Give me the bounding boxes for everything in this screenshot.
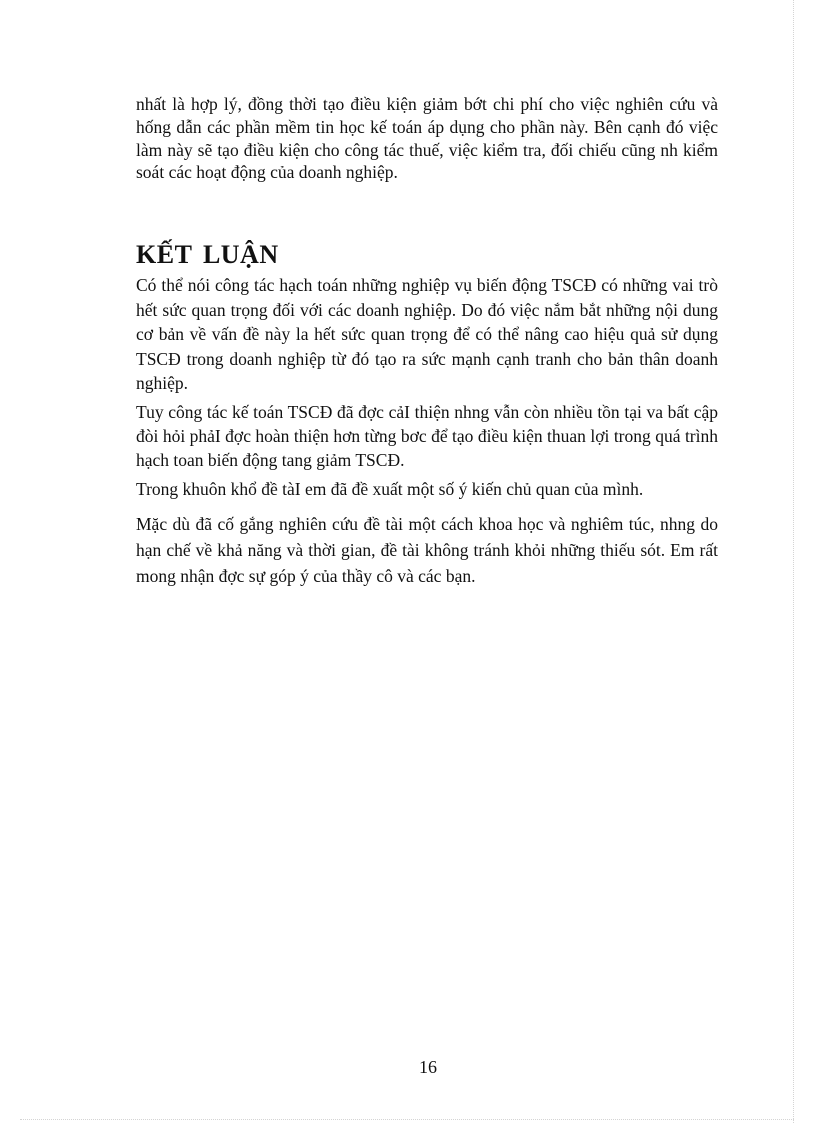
page-edge-bottom-divider bbox=[20, 1119, 794, 1120]
section-heading: KẾT LUẬN bbox=[136, 240, 279, 269]
intro-paragraph: nhất là hợp lý, đồng thời tạo điều kiện giảm bớt chi phí cho việc nghiên cứu và hống dẫn các phần mềm tin học kế toán áp dụng cho phần này. Bên cạnh đó việc làm này sẽ tạo điều kiện cho công tác thuế, việc kiểm tra, đối chiếu cũng nh kiểm soát các hoạt động của doanh nghiệp. bbox=[136, 94, 718, 183]
body-paragraph-1: Có thể nói công tác hạch toán những nghiệp vụ biến động TSCĐ có những vai trò hết sức quan trọng đối với các doanh nghiệp. Do đó việc nắm bắt những nội dung cơ bản về vấn đề này la hết sức quan trọng để có thể nâng cao hiệu quả sử dụng TSCĐ trong doanh nghiệp từ đó tạo ra sức mạnh cạnh tranh cho bản thân doanh nghiệp. bbox=[136, 275, 718, 394]
page-edge-right-divider bbox=[793, 0, 794, 1123]
body-paragraph-4: Mặc dù đã cố gắng nghiên cứu đề tài một cách khoa học và nghiêm túc, nhng do hạn chế về khả năng và thời gian, đề tài không tránh khỏi những thiếu sót. Em rất mong nhận đợc sự góp ý của thầy cô và các bạn. bbox=[136, 514, 718, 586]
body-paragraph-2: Tuy công tác kế toán TSCĐ đã đợc cảI thiện nhng vẫn còn nhiều tồn tại va bất cập đòi hỏi phảI đợc hoàn thiện hơn từng bơc để tạo điều kiện thuan lợi trong quá trình hạch toan biến động tang giảm TSCĐ. bbox=[136, 402, 718, 470]
body-paragraph-3: Trong khuôn khổ đề tàI em đã đề xuất một số ý kiến chủ quan của mình. bbox=[136, 479, 644, 499]
page-number: 16 bbox=[419, 1057, 437, 1077]
